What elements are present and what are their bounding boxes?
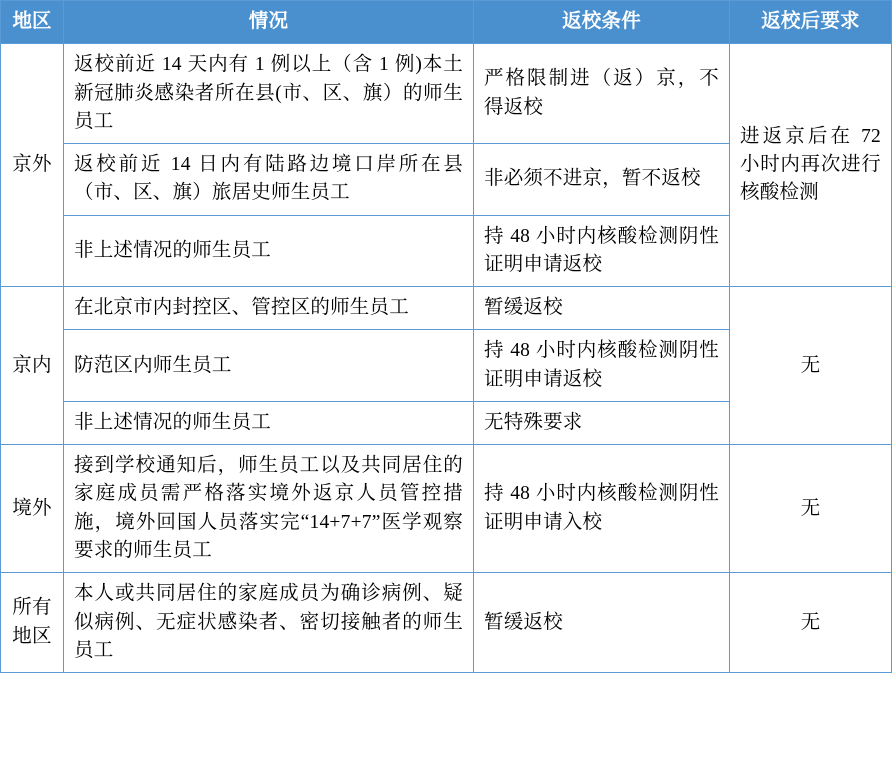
region-cell-overseas: 境外 (1, 445, 64, 573)
table-row (1, 44, 892, 144)
region-cell-all-regions: 所有地区 (1, 573, 64, 673)
condition-cell: 暂缓返校 (474, 287, 730, 330)
table-row (1, 287, 892, 330)
column-header-situation: 情况 (64, 1, 474, 44)
condition-cell: 持 48 小时内核酸检测阴性证明申请返校 (474, 215, 730, 287)
table-header-row (1, 1, 892, 44)
column-header-condition: 返校条件 (474, 1, 730, 44)
after-return-cell: 进返京后在 72 小时内再次进行核酸检测 (730, 44, 892, 287)
region-cell-inside-beijing: 京内 (1, 287, 64, 445)
situation-cell: 返校前近 14 日内有陆路边境口岸所在县（市、区、旗）旅居史师生员工 (64, 144, 474, 216)
column-header-region: 地区 (1, 1, 64, 44)
after-return-cell: 无 (730, 573, 892, 673)
condition-cell: 暂缓返校 (474, 573, 730, 673)
situation-cell: 非上述情况的师生员工 (64, 215, 474, 287)
condition-cell: 持 48 小时内核酸检测阴性证明申请返校 (474, 330, 730, 402)
after-return-cell: 无 (730, 287, 892, 445)
condition-cell: 非必须不进京，暂不返校 (474, 144, 730, 216)
after-return-cell: 无 (730, 445, 892, 573)
situation-cell: 返校前近 14 天内有 1 例以上（含 1 例)本土新冠肺炎感染者所在县(市、区、旗）的师生员工 (64, 44, 474, 144)
situation-cell: 非上述情况的师生员工 (64, 401, 474, 444)
table-header (1, 1, 892, 44)
situation-cell: 在北京市内封控区、管控区的师生员工 (64, 287, 474, 330)
situation-cell: 防范区内师生员工 (64, 330, 474, 402)
table-body (1, 44, 892, 673)
region-cell-outside-beijing: 京外 (1, 44, 64, 287)
table-row (1, 445, 892, 573)
situation-cell: 本人或共同居住的家庭成员为确诊病例、疑似病例、无症状感染者、密切接触者的师生员工 (64, 573, 474, 673)
column-header-after-return: 返校后要求 (730, 1, 892, 44)
condition-cell: 持 48 小时内核酸检测阴性证明申请入校 (474, 445, 730, 573)
condition-cell: 无特殊要求 (474, 401, 730, 444)
table-row (1, 573, 892, 673)
situation-cell: 接到学校通知后，师生员工以及共同居住的家庭成员需严格落实境外返京人员管控措施，境外回国人员落实完“14+7+7”医学观察要求的师生员工 (64, 445, 474, 573)
condition-cell: 严格限制进（返）京，不得返校 (474, 44, 730, 144)
